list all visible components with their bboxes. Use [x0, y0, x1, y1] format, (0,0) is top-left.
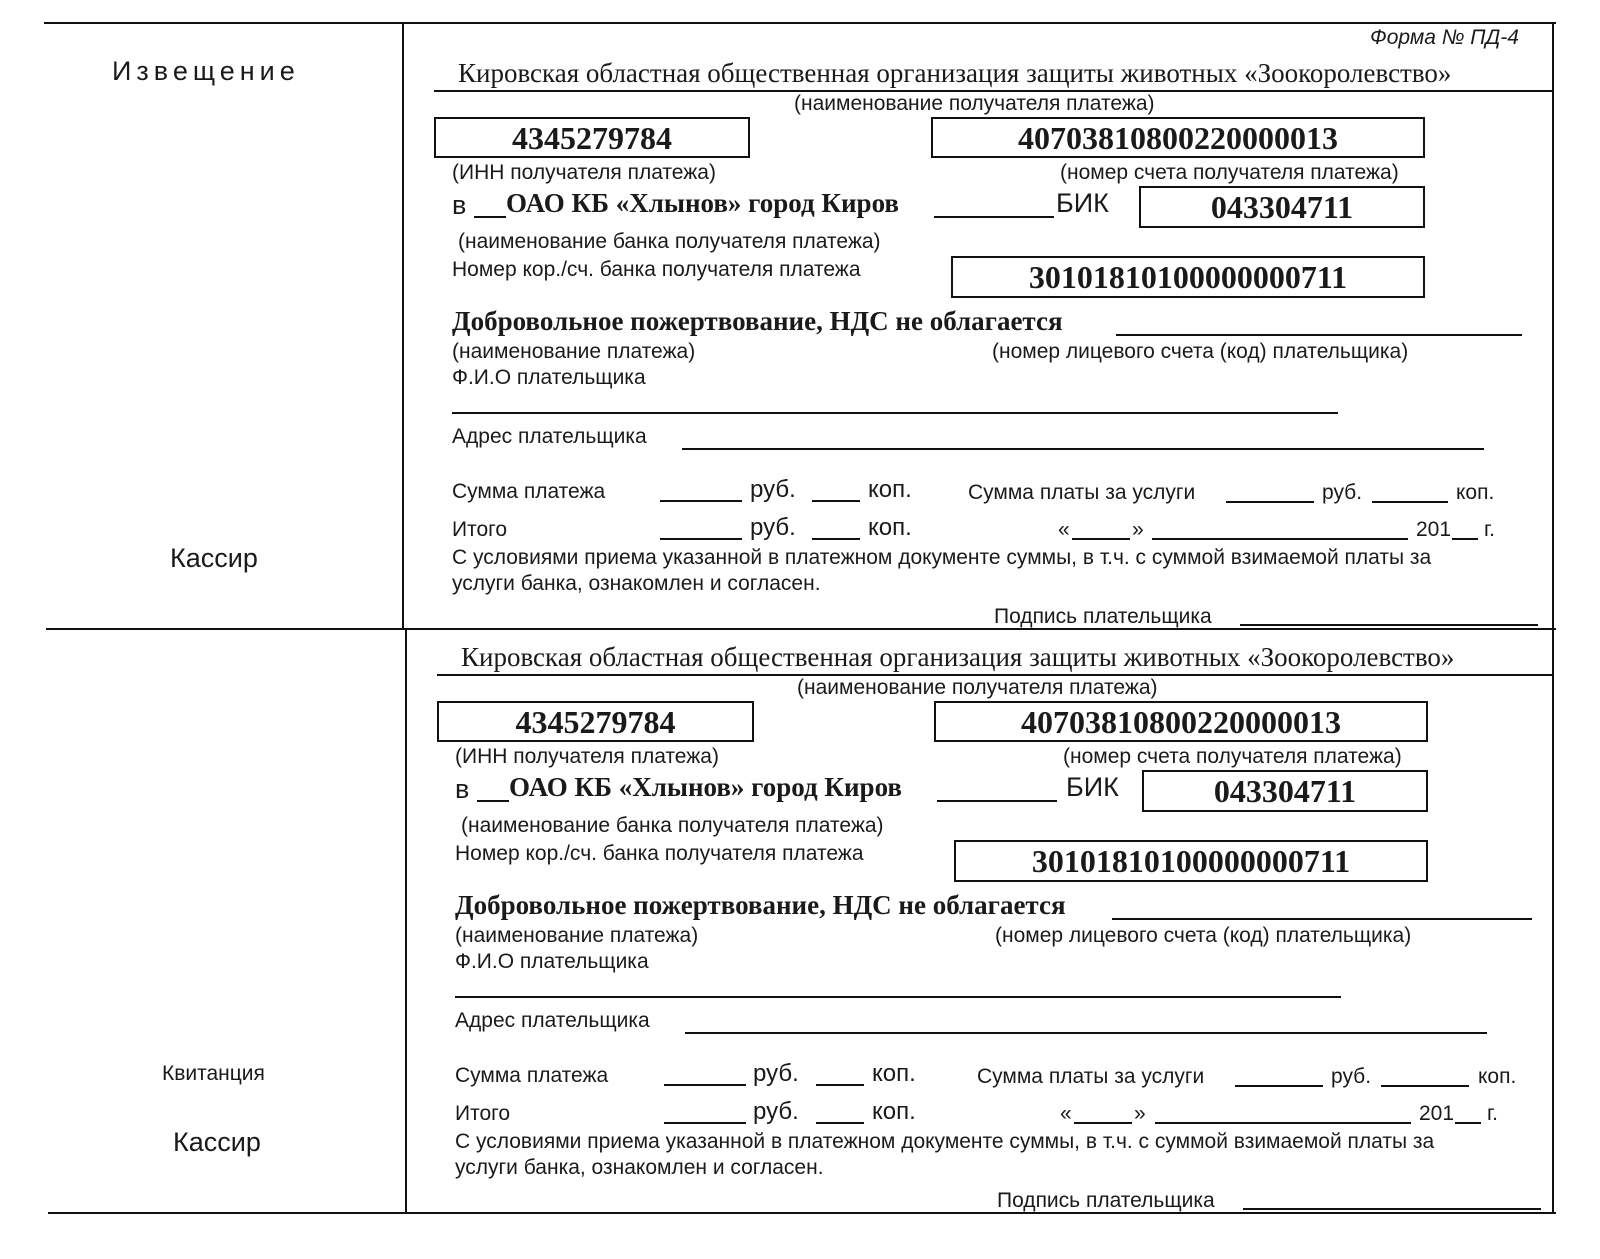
bank-prefix: в: [455, 774, 470, 804]
top-border-line: [44, 22, 1556, 24]
amount-label: Сумма платежа: [452, 480, 606, 503]
date-year-suffix: г.: [1487, 1102, 1498, 1125]
date-day-line: [1074, 1122, 1132, 1124]
payer-address-label: Адрес плательщика: [452, 425, 647, 448]
amount-rub-line: [660, 500, 742, 502]
middle-divider-line: [46, 628, 1556, 630]
payer-name-label: Ф.И.О плательщика: [452, 366, 646, 389]
account-caption: (номер счета получателя платежа): [1060, 161, 1399, 184]
service-fee-rub-line: [1235, 1085, 1323, 1087]
total-kop-line: [812, 538, 860, 540]
payer-name-label: Ф.И.О плательщика: [455, 950, 649, 973]
corr-box: [951, 256, 1425, 298]
signature-line: [1243, 1208, 1541, 1210]
bank-line-trail: [934, 216, 1054, 218]
payer-account-caption: (номер лицевого счета (код) плательщика): [995, 924, 1412, 947]
bank-caption: (наименование банка получателя платежа): [461, 814, 884, 837]
payment-purpose: Добровольное пожертвование, НДС не облагается: [452, 306, 1063, 336]
bik-value: 043304711: [1210, 189, 1354, 225]
date-year-suffix: г.: [1484, 518, 1495, 541]
form-number: Форма № ПД-4: [1370, 26, 1519, 49]
total-rub: руб.: [750, 514, 796, 541]
vertical-divider-bottom: [405, 628, 407, 1214]
recipient-name-caption: (наименование получателя платежа): [797, 676, 1158, 699]
bank-line-lead: [477, 800, 509, 802]
bank-name: ОАО КБ «Хлынов» город Киров: [509, 772, 902, 802]
amount-kop: коп.: [872, 1060, 916, 1087]
amount-label: Сумма платежа: [455, 1064, 609, 1087]
account-value: 40703810800220000013: [1021, 704, 1341, 740]
service-fee-rub: руб.: [1322, 481, 1363, 504]
bottom-border-line: [48, 1212, 1556, 1214]
date-day-line: [1072, 538, 1130, 540]
amount-kop-line: [812, 500, 860, 502]
purpose-caption: (наименование платежа): [452, 340, 696, 363]
vertical-divider-top: [402, 22, 404, 630]
consent-line-1: С условиями приема указанной в платежном документе суммы, в т.ч. с суммой взимаемой платы за: [455, 1130, 1435, 1153]
cashier-label-top: Кассир: [170, 543, 258, 573]
signature-label: Подпись плательщика: [994, 605, 1212, 628]
date-quote-open: «: [1060, 1102, 1072, 1125]
service-fee-kop: коп.: [1456, 481, 1495, 504]
notice-label: Извещение: [112, 56, 300, 86]
bik-label: БИК: [1056, 188, 1109, 218]
date-quote-close: »: [1134, 1102, 1146, 1125]
service-fee-rub: руб.: [1331, 1065, 1372, 1088]
account-caption: (номер счета получателя платежа): [1063, 745, 1402, 768]
inn-box: [434, 117, 750, 158]
recipient-name: Кировская областная общественная организация защиты животных «Зоокоролевство»: [458, 58, 1452, 88]
receipt-label: Квитанция: [162, 1062, 265, 1085]
inn-box: [437, 701, 754, 742]
date-year-line: [1452, 538, 1478, 540]
total-label: Итого: [455, 1102, 511, 1125]
account-value: 40703810800220000013: [1018, 120, 1338, 156]
bik-label: БИК: [1066, 772, 1119, 802]
inn-value: 4345279784: [512, 120, 672, 156]
date-month-line: [1152, 538, 1408, 540]
inn-value: 4345279784: [515, 704, 676, 740]
service-fee-kop-line: [1381, 1085, 1469, 1087]
bank-prefix: в: [452, 190, 467, 220]
account-box: [931, 117, 1425, 158]
signature-line: [1240, 624, 1538, 626]
payer-address-line: [682, 448, 1484, 450]
date-year-prefix: 201: [1416, 518, 1452, 541]
date-month-line: [1155, 1122, 1411, 1124]
payer-account-caption: (номер лицевого счета (код) плательщика): [992, 340, 1409, 363]
date-year-line: [1455, 1122, 1481, 1124]
bank-name: ОАО КБ «Хлынов» город Киров: [506, 188, 899, 218]
purpose-caption: (наименование платежа): [455, 924, 699, 947]
service-fee-kop-line: [1372, 501, 1448, 503]
total-rub-line: [660, 538, 742, 540]
corr-label: Номер кор./сч. банка получателя платежа: [452, 258, 861, 281]
service-fee-rub-line: [1226, 501, 1314, 503]
payer-name-line: [455, 996, 1341, 998]
service-fee-kop: коп.: [1478, 1065, 1517, 1088]
corr-label: Номер кор./сч. банка получателя платежа: [455, 842, 864, 865]
corr-value: 30101810100000000711: [1031, 843, 1351, 879]
inn-caption: (ИНН получателя платежа): [452, 161, 716, 184]
date-quote-open: «: [1058, 518, 1070, 541]
bik-box: [1139, 186, 1425, 228]
bank-caption: (наименование банка получателя платежа): [458, 230, 881, 253]
payer-name-line: [452, 412, 1338, 414]
bik-box: [1142, 770, 1428, 812]
payer-account-line: [1112, 918, 1532, 920]
service-fee-label: Сумма платы за услуги: [968, 481, 1196, 504]
total-kop-line: [816, 1122, 864, 1124]
payer-address-line: [685, 1032, 1487, 1034]
amount-kop-line: [816, 1084, 864, 1086]
signature-label: Подпись плательщика: [997, 1189, 1215, 1212]
corr-value: 30101810100000000711: [1028, 259, 1348, 295]
bank-line-lead: [474, 216, 506, 218]
total-kop: коп.: [868, 514, 912, 541]
payer-address-label: Адрес плательщика: [455, 1009, 650, 1032]
consent-line-2: услуги банка, ознакомлен и согласен.: [452, 572, 821, 595]
total-rub-line: [664, 1122, 746, 1124]
right-border-line: [1552, 22, 1554, 1214]
total-rub: руб.: [753, 1098, 799, 1125]
total-label: Итого: [452, 518, 508, 541]
consent-line-1: С условиями приема указанной в платежном документе суммы, в т.ч. с суммой взимаемой платы за: [452, 546, 1432, 569]
date-quote-close: »: [1132, 518, 1144, 541]
recipient-name: Кировская областная общественная организация защиты животных «Зоокоролевство»: [461, 642, 1455, 672]
payment-purpose: Добровольное пожертвование, НДС не облагается: [455, 890, 1066, 920]
amount-kop: коп.: [868, 476, 912, 503]
cashier-label-bottom: Кассир: [173, 1127, 261, 1157]
total-kop: коп.: [872, 1098, 916, 1125]
amount-rub: руб.: [753, 1060, 799, 1087]
amount-rub-line: [664, 1084, 746, 1086]
account-box: [934, 701, 1428, 742]
bank-line-trail: [937, 800, 1057, 802]
amount-rub: руб.: [750, 476, 796, 503]
payer-account-line: [1116, 334, 1522, 336]
recipient-name-caption: (наименование получателя платежа): [794, 92, 1155, 115]
bik-value: 043304711: [1213, 773, 1357, 809]
consent-line-2: услуги банка, ознакомлен и согласен.: [455, 1156, 824, 1179]
corr-box: [954, 840, 1428, 882]
date-year-prefix: 201: [1419, 1102, 1455, 1125]
service-fee-label: Сумма платы за услуги: [977, 1065, 1205, 1088]
inn-caption: (ИНН получателя платежа): [455, 745, 719, 768]
